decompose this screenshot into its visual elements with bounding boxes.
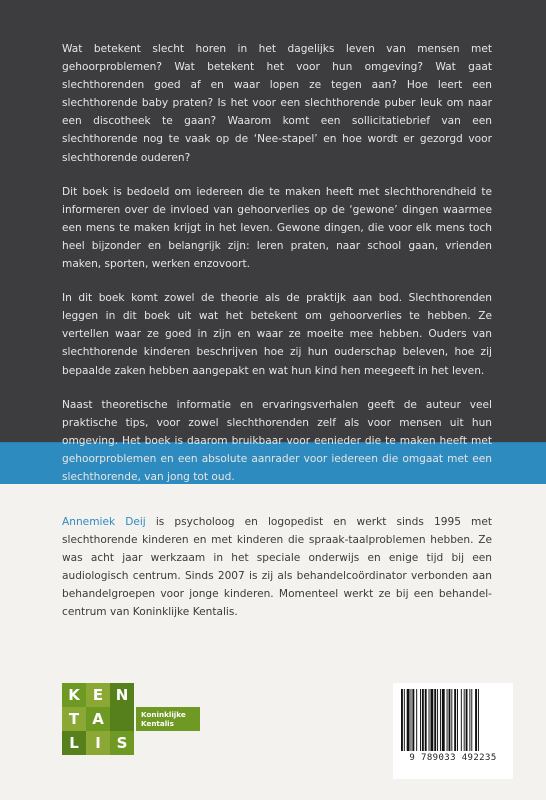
barcode-bar	[429, 689, 430, 751]
barcode-bar	[461, 689, 462, 751]
barcode-box	[393, 683, 513, 779]
isbn-number: 9 789033 492235	[409, 753, 497, 763]
barcode-bar	[451, 689, 452, 751]
logo-letter-blank	[110, 707, 134, 731]
barcode-bar	[422, 689, 424, 751]
barcode-bar	[454, 689, 456, 751]
barcode-bar	[447, 689, 448, 751]
logo-letter: E	[86, 683, 110, 707]
barcode-bar	[416, 689, 417, 751]
logo-letter-grid	[62, 683, 134, 755]
logo-letter: S	[110, 731, 134, 755]
barcode-bar	[437, 689, 438, 751]
barcode-bar	[471, 689, 472, 751]
logo-letter: T	[62, 707, 86, 731]
barcode-bar	[401, 689, 403, 751]
logo-letter: L	[62, 731, 86, 755]
barcode-bar	[434, 689, 436, 751]
logo-letter: N	[110, 683, 134, 707]
barcode-bar	[430, 689, 433, 751]
kentalis-logo	[62, 683, 200, 755]
barcode-bar	[449, 689, 451, 751]
barcode-bar	[407, 689, 410, 751]
author-bio-text: is psycholoog en logopedist en werkt sinds 1995 met slechthorende kinderen en met kinderen die spraak-taalproblemen hebben. Ze was acht jaar werkzaam in het speciale onderwijs en enige tijd bij een audiologisch centrum. Sinds 2007 is zij als behandelcoördinator verbonden aan behandelgroepen voor jonge kinderen. Momenteel werkt ze bij een behandel- centrum van Koninklijke Kentalis.	[62, 516, 493, 619]
barcode-bar	[425, 689, 427, 751]
logo-name-box	[136, 707, 200, 731]
blurb-paragraph-1: Wat betekent slecht horen in het dagelijks leven van mensen met gehoorproblemen? Wat betekent het voor hun omgeving? Wat gaat slechthorenden goed af en waar lopen ze tegen aan? Hoe leert een slechthorende baby praten? Is het voor een slechthorende puber leuk om naar een discotheek te gaan? Waarom komt een sollicitatiebrief van een slechthorende nog te vaak op de ‘Nee-stapel’ en hoe wordt er gezorgd voor slechthorende ouderen?	[62, 43, 492, 164]
blurb-paragraph-2: Dit boek is bedoeld om iedereen die te maken heeft met slechthorendheid te informeren over de invloed van gehoorverlies op de ‘gewone’ dingen waarmee een mens te maken krijgt in het leven. Gewone dingen, die voor elk mens toch heel bijzonder en belangrijk zijn: leren praten, naar school gaan, vrienden maken, sporten, werken enzovoort.	[62, 185, 492, 271]
logo-letter: A	[86, 707, 110, 731]
blurb-text	[62, 40, 492, 502]
barcode-bar	[404, 689, 405, 751]
logo-name-line2: Kentalis	[141, 719, 174, 728]
barcode-bar	[457, 689, 458, 751]
blurb-paragraph-3: In dit boek komt zowel de theorie als de praktijk aan bod. Slechthorenden leggen in dit boek uit wat het betekent om gehoorverlies te hebben. Ze vertellen waar ze goed in zijn en waar ze moeite mee hebben. Ouders van slechthorende kinderen beschrijven hoe zij hun ouderschap beleven, hoe zij bepaalde zaken hebben aangepakt en wat hun kind hen meegeeft in het leven.	[62, 292, 492, 377]
barcode-bar	[469, 689, 470, 751]
barcode-bar	[412, 689, 414, 751]
barcode-bar	[475, 689, 477, 751]
barcode-bar	[411, 689, 412, 751]
barcode-bar	[440, 689, 441, 751]
blurb-paragraph-4: Naast theoretische informatie en ervaringsverhalen geeft de auteur veel praktische tips, voor zowel slechthorenden zelf als voor mensen uit hun omgeving. Het boek is daarom bruikbaar voor eenieder die te maken heeft met gehoorproblemen en een absolute aanrader voor iedereen die omgaat met een slechthorende, van jong tot oud.	[62, 398, 492, 483]
barcode-bar	[464, 689, 465, 751]
logo-letter: I	[86, 731, 110, 755]
author-bio	[62, 513, 492, 622]
barcode-bar	[442, 689, 445, 751]
author-name: Annemiek Deij	[62, 516, 146, 528]
logo-name-line1: Koninklijke	[141, 710, 186, 719]
barcode-bar	[466, 689, 468, 751]
barcode-bar	[420, 689, 421, 751]
logo-letter: K	[62, 683, 86, 707]
barcode-icon	[401, 689, 505, 751]
barcode-bar	[478, 689, 479, 751]
